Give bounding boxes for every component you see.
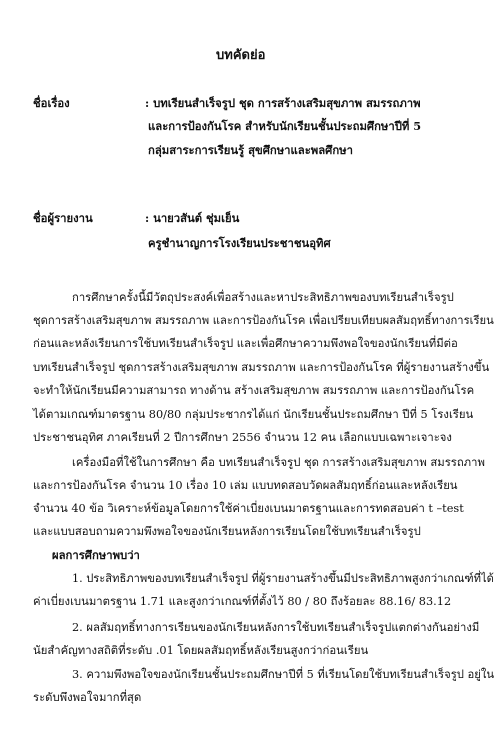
body-line: ได้ตามเกณฑ์มาตรฐาน 80/80 กลุ่มประชากรได้แก่ นักเรียนชั้นประถมศึกษา ปีที่ 5 โรงเรียน	[33, 408, 474, 421]
body-line: และแบบสอบถามความพึงพอใจของนักเรียนหลังการเรียนโดยใช้บทเรียนสำเร็จรูป	[33, 525, 421, 538]
result-line: ระดับพึงพอใจมากที่สุด	[33, 691, 142, 704]
body-line: และการป้องกันโรค จำนวน 10 เรื่อง 10 เล่ม แบบทดสอบวัดผลสัมฤทธิ์ก่อนและหลังเรียน	[33, 479, 458, 492]
author-label: ชื่อผู้รายงาน	[33, 211, 93, 225]
subject-line: กลุ่มสาระการเรียนรู้ สุขศึกษาและพลศึกษา	[148, 143, 353, 157]
result-line: 3. ความพึงพอใจของนักเรียนชั้นประถมศึกษาปีที่ 5 ที่เรียนโดยใช้บทเรียนสำเร็จรูป อยู่ใน	[72, 668, 495, 681]
author-name: : นายวสันต์ ชุ่มเย็น	[145, 211, 240, 225]
body-line: ก่อนและหลังเรียนการใช้บทเรียนสำเร็จรูป และเพื่อศึกษาความพึงพอใจของนักเรียนที่มีต่อ	[33, 337, 458, 350]
page-title: บทคัดย่อ	[216, 48, 266, 63]
result-line: นัยสำคัญทางสถิติที่ระดับ .01 โดยผลสัมฤทธิ์หลังเรียนสูงกว่าก่อนเรียน	[33, 644, 369, 657]
body-line: จำนวน 40 ข้อ วิเคราะห์ข้อมูลโดยการใช้ค่าเบี่ยงเบนมาตรฐานและการทดสอบค่า t –test	[33, 502, 464, 515]
body-line: เครื่องมือที่ใช้ในการศึกษา คือ บทเรียนสำเร็จรูป ชุด การสร้างเสริมสุขภาพ สมรรถภาพ	[72, 456, 485, 469]
results-heading: ผลการศึกษาพบว่า	[52, 548, 140, 562]
result-line: 1. ประสิทธิภาพของบทเรียนสำเร็จรูป ที่ผู้รายงานสร้างขึ้นมีประสิทธิภาพสูงกว่าเกณฑ์ที่ได้	[72, 572, 494, 585]
body-line: ชุดการสร้างเสริมสุขภาพ สมรรถภาพ และการป้องกันโรค เพื่อเปรียบเทียบผลสัมฤทธิ์ทางการเรียน	[33, 314, 494, 327]
author-position: ครูชำนาญการโรงเรียนประชาชนอุทิศ	[148, 236, 331, 250]
result-line: ค่าเบี่ยงเบนมาตรฐาน 1.71 และสูงกว่าเกณฑ์ที่ตั้งไว้ 80 / 80 ถึงร้อยละ 88.16/ 83.12	[33, 595, 452, 608]
subject-line: และการป้องกันโรค สำหรับนักเรียนชั้นประถมศึกษาปีที่ 5	[148, 119, 422, 133]
body-line: บทเรียนสำเร็จรูป ชุดการสร้างเสริมสุขภาพ สมรรถภาพ และการป้องกันโรค ที่ผู้รายงานสร้างขึ้น	[33, 361, 490, 374]
body-line: การศึกษาครั้งนี้มีวัตถุประสงค์เพื่อสร้างและหาประสิทธิภาพของบทเรียนสำเร็จรูป	[72, 291, 454, 304]
subject-label: ชื่อเรื่อง	[33, 96, 70, 110]
result-line: 2. ผลสัมฤทธิ์ทางการเรียนของนักเรียนหลังการใช้บทเรียนสำเร็จรูปแตกต่างกันอย่างมี	[72, 621, 480, 634]
subject-line: : บทเรียนสำเร็จรูป ชุด การสร้างเสริมสุขภาพ สมรรถภาพ	[145, 96, 421, 110]
body-line: จะทำให้นักเรียนมีความสามารถ ทางด้าน สร้างเสริมสุขภาพ สมรรถภาพ และการป้องกันโรค	[33, 384, 475, 397]
body-line: ประชาชนอุทิศ ภาคเรียนที่ 2 ปีการศึกษา 2556 จำนวน 12 คน เลือกแบบเฉพาะเจาะจง	[33, 431, 452, 444]
